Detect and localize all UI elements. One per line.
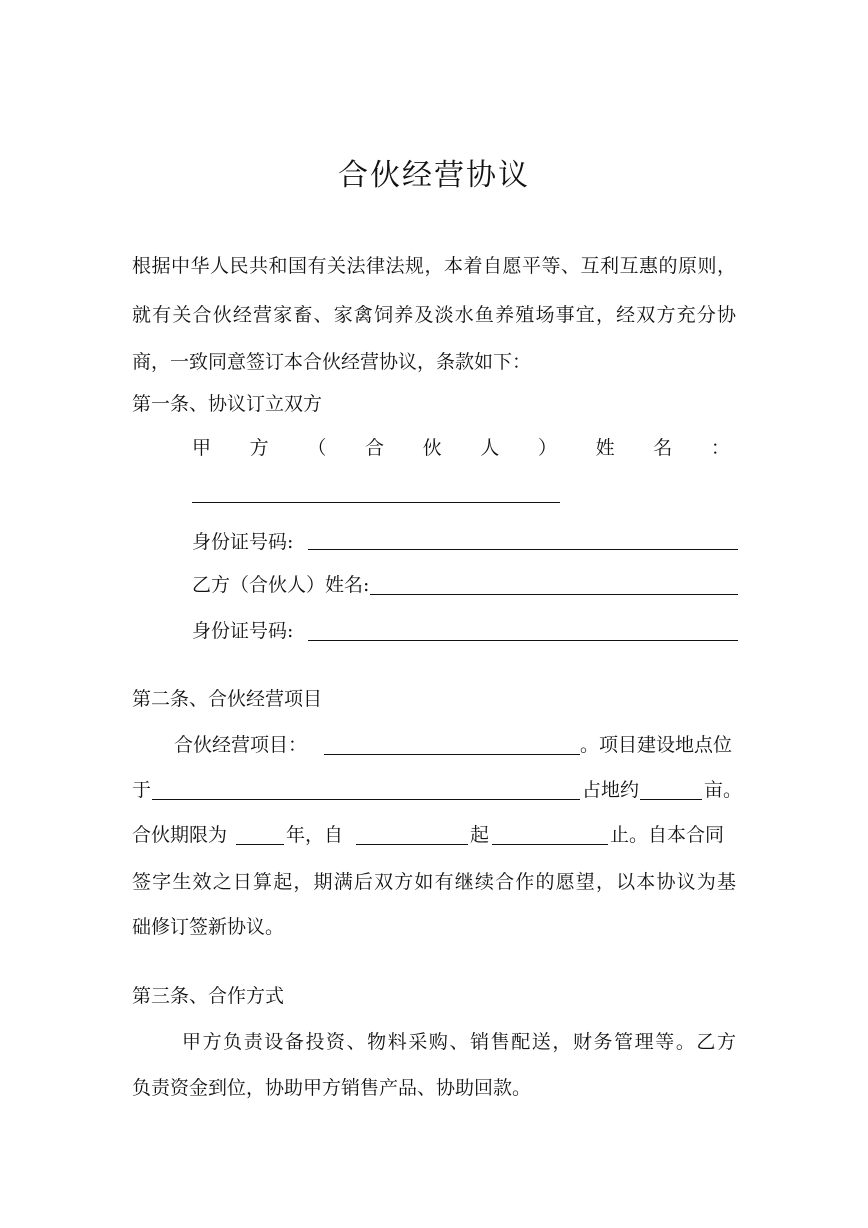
area-label: 占地约 xyxy=(582,779,640,801)
start-date-blank[interactable] xyxy=(356,844,468,845)
nian-zi-text: 年，自 xyxy=(286,824,344,846)
location-suffix: 。项目建设地点位 xyxy=(580,734,733,756)
party-b-id-blank[interactable] xyxy=(308,640,738,641)
zhi-text: 止。自本合同 xyxy=(610,824,725,846)
party-a-char: 伙 xyxy=(422,437,442,459)
party-a-char: 甲 xyxy=(192,437,212,459)
article3-heading: 第三条、合作方式 xyxy=(132,985,285,1007)
party-a-char: 名 xyxy=(653,437,673,459)
document-title: 合伙经营协议 xyxy=(338,158,530,193)
party-a-name-label xyxy=(192,436,730,460)
article1-heading: 第一条、协议订立双方 xyxy=(132,393,323,415)
party-a-id-blank[interactable] xyxy=(308,549,738,550)
yu-text: 于 xyxy=(132,779,152,801)
term-years-blank[interactable] xyxy=(236,844,284,845)
party-a-char: 方 xyxy=(249,437,269,459)
party-a-id-label: 身份证号码: xyxy=(192,531,294,553)
location-blank[interactable] xyxy=(152,799,580,800)
article3-line-2: 负责资金到位，协助甲方销售产品、协助回款。 xyxy=(132,1077,532,1099)
project-blank[interactable] xyxy=(324,754,580,755)
end-date-blank[interactable] xyxy=(492,844,608,845)
party-b-name-blank[interactable] xyxy=(370,594,738,595)
article3-line-1: 甲方负责设备投资、物料采购、销售配送，财务管理等。乙方 xyxy=(182,1031,736,1053)
article2-heading: 第二条、合伙经营项目 xyxy=(132,688,323,710)
qi-text: 起 xyxy=(470,824,490,846)
party-a-char: 姓 xyxy=(595,437,615,459)
party-a-char: ： xyxy=(710,437,730,459)
article2-line-4: 签字生效之日算起，期满后双方如有继续合作的愿望，以本协议为基 xyxy=(132,871,736,893)
mu-text: 亩。 xyxy=(704,779,743,801)
party-a-name-blank[interactable] xyxy=(192,502,560,503)
intro-line-3: 商，一致同意签订本合伙经营协议，条款如下： xyxy=(132,351,532,373)
project-label: 合伙经营项目： xyxy=(174,734,308,756)
intro-line-2: 就有关合伙经营家畜、家禽饲养及淡水鱼养殖场事宜，经双方充分协 xyxy=(132,304,736,326)
article2-line-5: 础修订签新协议。 xyxy=(132,916,285,938)
area-blank[interactable] xyxy=(640,799,702,800)
term-label: 合伙期限为 xyxy=(132,824,228,846)
party-a-char: （ xyxy=(307,437,327,459)
intro-line-1: 根据中华人民共和国有关法律法规，本着自愿平等、互利互惠的原则， xyxy=(132,255,736,277)
party-b-id-label: 身份证号码: xyxy=(192,620,294,642)
party-b-name-label: 乙方（合伙人）姓名: xyxy=(192,574,370,596)
party-a-char: ） xyxy=(537,437,557,459)
party-a-char: 人 xyxy=(480,437,500,459)
party-a-char: 合 xyxy=(364,437,384,459)
